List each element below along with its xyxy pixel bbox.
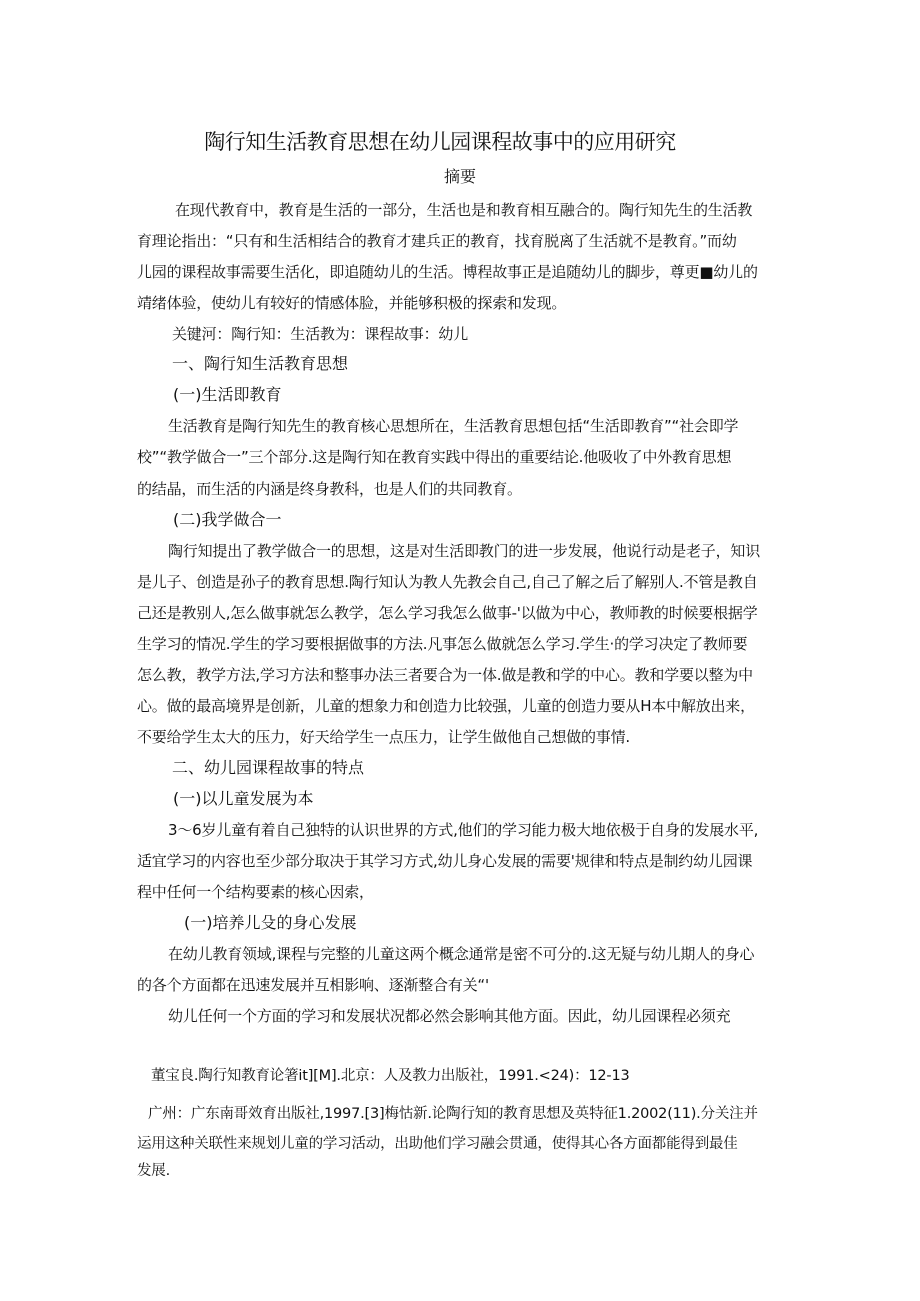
keywords: 关键河：陶行知：生活教为：课程故事：幼儿: [172, 325, 469, 343]
paragraph-line: 生学习的情况.学生的学习要根据做事的方法.凡事怎么做就怎么学习.学生·的学习决定了教师要: [137, 635, 748, 653]
abstract-line: 在现代教育中，教育是生活的一部分，生活也是和教育相互融合的。陶行知先生的生活教: [175, 201, 753, 219]
paragraph-line: 程中任何一个结构要素的核心因索，: [137, 883, 374, 901]
paragraph-line: 陶行知提出了教学做合一的思想，这是对生活即教门的进一步发展，他说行动是老子，知识: [168, 542, 761, 560]
paragraph-line: 己还是教别人,怎么做事就怎么教学，怎么学习我怎么做事-'以做为中心，教师教的时候要根据学: [137, 604, 758, 622]
footnote-line: 广州：广东南哥效育出版社,1997.[3]梅怙新.论陶行知的教育思想及英特征1.2002(11).分关注并: [148, 1106, 758, 1122]
subsection-heading: (一)以儿童发展为本: [173, 789, 314, 808]
abstract-line: 靖绪体验，使幼儿有较好的情感体脸，并能够积极的探索和发现。: [137, 294, 567, 312]
paragraph-line: 的各个方面都在迅速发展并互相影响、逐渐整合有关“': [137, 976, 489, 994]
abstract-heading: 摘要: [443, 167, 476, 186]
paragraph-line: 心。做的最高境界是创新，儿童的想象力和创造力比较强，儿童的创造力要从H本中解放出来，: [137, 697, 755, 715]
footnote-line: 董宝良.陶行知教育论箸it][M].北京：人及教力出版社，1991.<24)：12-13: [151, 1068, 630, 1084]
paragraph-line: 3〜6岁儿童有着自己独特的认识世界的方式,他们的学习能力极大地依极于自身的发展水平,: [168, 821, 759, 839]
paragraph-line: 的结晶，而生活的内涵是终身教科，也是人们的共同教育。: [137, 480, 522, 498]
paragraph-line: 在幼儿教育领域,课程与完整的儿童这两个概念通常是密不可分的.这无疑与幼儿期人的身心: [168, 945, 755, 963]
paragraph-line: 不要给学生太大的压力，好天给学生一点压力，让学生做他自己想做的事情.: [137, 728, 630, 746]
abstract-line: 儿园的课程故事需要生活化，即追随幼儿的生活。博程故事正是追随幼儿的脚步，尊更■幼儿的: [137, 263, 758, 281]
paragraph-line: 怎么教，教学方法,学习方法和整事办法三者要合为一体.做是教和学的中心。教和学要以整为中: [137, 666, 753, 684]
paragraph-line: 适宜学习的内容也至少部分取决于其学习方式,幼儿身心发展的需要'规律和特点是制约幼儿园课: [137, 852, 753, 870]
paragraph-line: 校”“教学做合一”三个部分.这是陶行知在教育实践中得出的重要结论.他吸收了中外教育思想: [137, 448, 732, 466]
footnote-line: 发展.: [137, 1163, 171, 1179]
section-heading: 一、陶行知生活教育思想: [172, 354, 349, 373]
paragraph-line: 是儿子、创造是孙子的教育思想.陶行知认为教人先教会自己,自己了解之后了解别人.不管是教自: [137, 573, 758, 591]
document-title: 陶行知生活教育思想在幼儿园课程故事中的应用研究: [204, 130, 676, 154]
subsection-heading: (二)我学做合一: [173, 510, 282, 529]
subsection-heading: (一)培养儿殳的身心发展: [184, 913, 357, 932]
paragraph-line: 生活教育是陶行知先生的教育核心思想所在，生活教育思想包括“生活即教育”“社会即学: [168, 417, 739, 435]
footnote-line: 运用这种关联性来规划儿童的学习活动，出助他们学习融会贯通，使得其心各方面都能得到最佳: [137, 1136, 738, 1152]
subsection-heading: (一)生活即教育: [173, 385, 282, 404]
paragraph-line: 幼儿任何一个方面的学习和发展状况都必然会影响其他方面。因此，幼儿园课程必须充: [168, 1007, 731, 1025]
section-heading: 二、幼儿园课程故事的特点: [172, 758, 365, 777]
abstract-line: 育理论指出：“只有和生活相结合的教育才建兵正的教育，找育脱离了生活就不是教育。”而幼: [137, 232, 737, 250]
